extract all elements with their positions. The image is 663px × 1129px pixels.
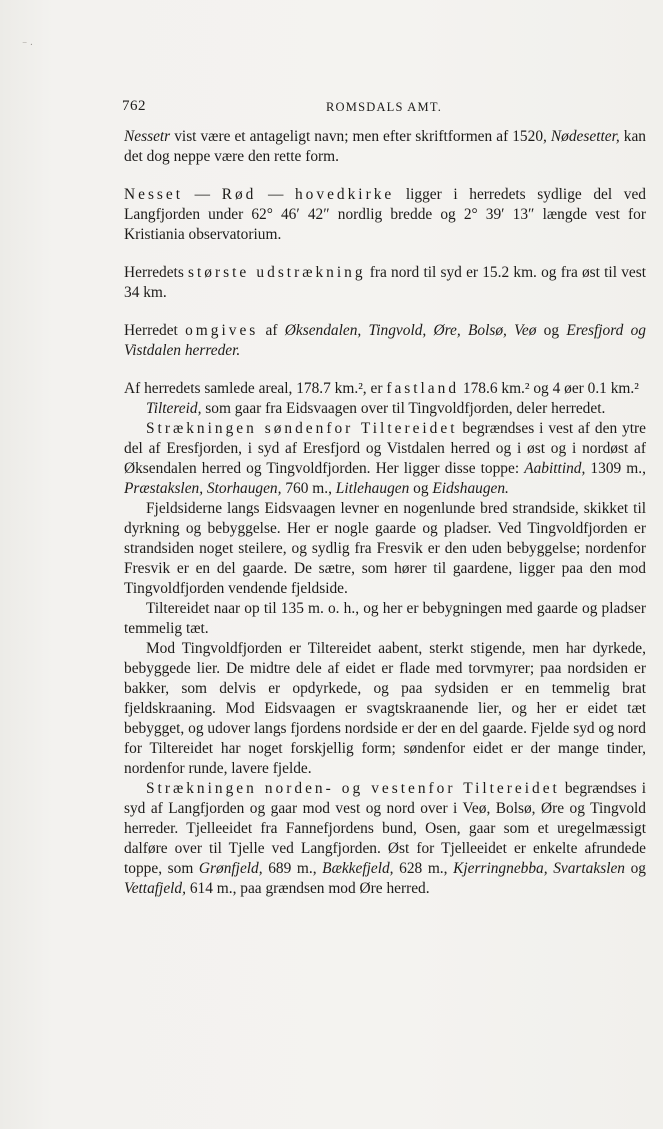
italic-run: Tiltereid,	[146, 400, 202, 417]
paragraph	[124, 499, 646, 599]
paragraph	[124, 379, 646, 399]
page-header	[122, 98, 644, 118]
text-run: 1309 m.,	[585, 460, 646, 477]
text-run: Herredet	[124, 322, 186, 339]
text-run: og	[409, 480, 433, 497]
text-run: —	[256, 186, 295, 203]
italic-run: Bækkefjeld,	[322, 860, 394, 877]
italic-run: Præstakslen, Storhaugen,	[124, 480, 282, 497]
text-run: 628 m.,	[393, 860, 454, 877]
spaced-run: Rød	[221, 186, 257, 203]
paragraph	[124, 185, 646, 245]
paragraph-gap	[124, 361, 646, 379]
paragraph	[124, 639, 646, 779]
italic-run: Nødesetter,	[550, 128, 620, 145]
paragraph	[124, 321, 646, 361]
text-run: 178.6 km.² og 4 øer 0.1 km.²	[459, 380, 639, 397]
text-run: af	[258, 322, 285, 339]
paragraph-gap	[124, 303, 646, 321]
italic-run: Nessetr	[124, 128, 171, 145]
page-number: 762	[122, 98, 146, 114]
text-run: 614 m., paa grændsen mod Øre herred.	[185, 880, 430, 897]
running-head: ROMSDALS AMT.	[326, 100, 443, 114]
italic-run: Øksendalen, Tingvold, Øre, Bolsø, Veø	[284, 322, 537, 339]
spaced-run: omgives	[185, 322, 259, 339]
paragraph-gap	[124, 245, 646, 263]
paragraph-gap	[124, 167, 646, 185]
text-run: og	[625, 860, 646, 877]
paragraph	[124, 127, 646, 167]
page-body-text	[124, 127, 646, 899]
paragraph	[124, 779, 646, 899]
italic-run: Eresfjord og Vistdalen herreder.	[124, 322, 647, 359]
text-run: vist være et antageligt navn; men efter skriftformen af 1520,	[170, 128, 551, 145]
text-run: 760 m.,	[281, 480, 336, 497]
italic-run: Kjerringnebba, Svartakslen	[453, 860, 625, 877]
spaced-run: største udstrækning	[188, 264, 366, 281]
paragraph	[124, 419, 646, 499]
text-run: Fjeldsiderne langs Eidsvaagen levner en nogenlunde bred strandside, skikket til dyrkning og bebyggelse. Her er nogle gaarde og pladser. Ved Tingvoldfjorden er strandsiden noget steilere, og sydlig fra Fresvik er den uden bebyggelse; nordenfor Fresvik er en del gaarde. De sætre, som hører til gaardene, ligger paa den mod Tingvoldfjorden vendende fjeldside.	[124, 500, 646, 597]
italic-run: Eidshaugen.	[432, 480, 509, 497]
text-run: som gaar fra Eidsvaagen over til Tingvoldfjorden, deler herredet.	[201, 400, 606, 417]
scan-speck-mark: ⁻ ·	[22, 40, 34, 51]
italic-run: Grønfjeld,	[198, 860, 263, 877]
paragraph	[124, 263, 646, 303]
spaced-run: fastland	[386, 380, 460, 397]
text-run: —	[183, 186, 222, 203]
text-run: begrændses i vest af den ytre del af Eresfjorden, i syd af Eresfjord og Vistdalen herred og i øst og i nordøst af Øksendalen herred og Tingvoldfjorden. Her ligger disse toppe:	[124, 420, 647, 477]
text-run: Af herredets samlede areal, 178.7 km.², er	[124, 380, 387, 397]
italic-run: Litlehaugen	[335, 480, 410, 497]
paragraph	[124, 599, 646, 639]
text-run: Mod Tingvoldfjorden er Tiltereidet aabent, sterkt stigende, men har dyrkede, bebyggede lier. De midtre dele af eidet er flade med torvmyrer; paa nordsiden er bakker, som delvis er opdyrkede, og paa sydsiden er en temmelig brat fjeldskraaning. Mod Eidsvaagen er svagtskraanende lier, og her er eidet tæt bebygget, og udover langs fjordens nordside er der en del gaarde. Fjelde syd og nord for Tiltereidet har noget forskjellig form; søndenfor eidet er der mange tinder, nordenfor runde, lavere fjelde.	[124, 640, 646, 777]
text-run: Herredets	[124, 264, 189, 281]
spaced-run: Nesset	[124, 186, 184, 203]
text-run: Tiltereidet naar op til 135 m. o. h., og her er bebygningen med gaarde og pladser temmelig tæt.	[124, 600, 646, 637]
spaced-run: Strækningen norden- og vestenfor Tiltereidet	[146, 780, 560, 797]
italic-run: Aabittind,	[524, 460, 586, 477]
text-run: og	[536, 322, 567, 339]
text-run: fra nord til syd er 15.2 km. og fra øst til vest 34 km.	[124, 264, 646, 301]
italic-run: Vettafjeld,	[124, 880, 186, 897]
text-run: ligger i herredets sydlige del ved Langfjorden under 62° 46′ 42″ nordlig bredde og 2° 39′ 13″ længde vest for Kristiania observatorium.	[124, 186, 646, 243]
paragraph	[124, 399, 646, 419]
text-run: kan det dog neppe være den rette form.	[124, 128, 646, 165]
spaced-run: hovedkirke	[294, 186, 395, 203]
text-run: 689 m.,	[262, 860, 323, 877]
spaced-run: Strækningen søndenfor Tiltereidet	[146, 420, 458, 437]
text-run: begrændses i syd af Langfjorden og gaar mod vest og nord over i Veø, Bolsø, Øre og Tingvold herreder. Tjelleeidet fra Fannefjordens bund, Osen, gaar som et uregelmæssigt dalføre over til Tjelle ved Langfjorden. Øst for Tjelleeidet er enkelte afrundede toppe, som	[124, 780, 646, 877]
